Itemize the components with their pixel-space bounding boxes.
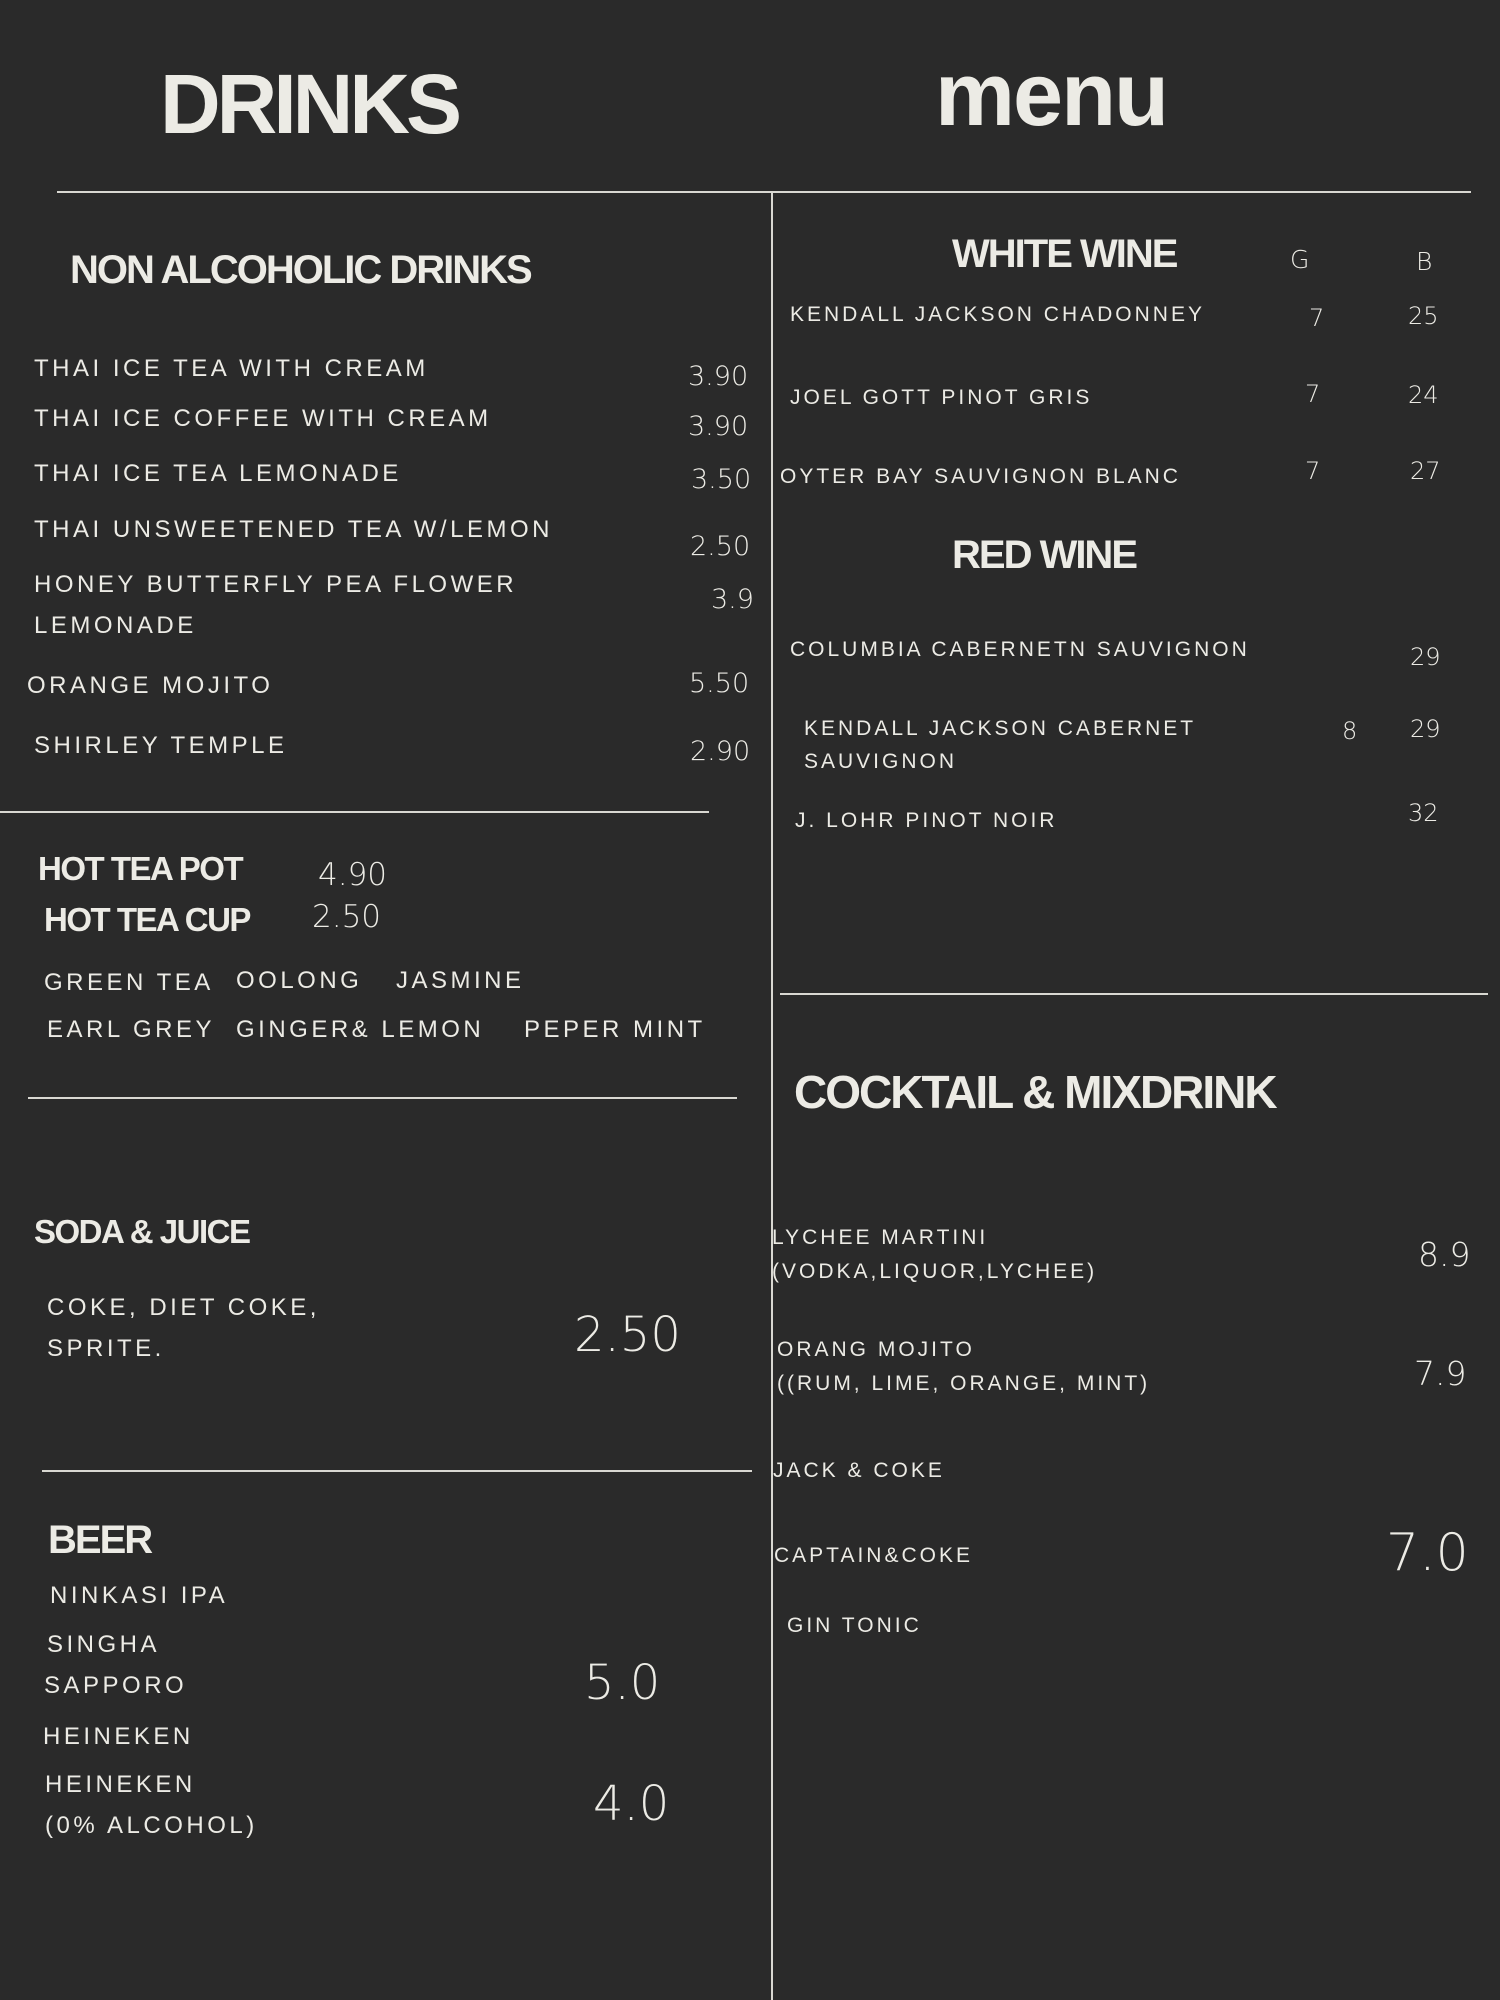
wine-item: JOEL GOTT PINOT GRIS [790, 386, 1093, 409]
menu-title: menu [935, 45, 1168, 145]
beer-item: NINKASI IPA [50, 1582, 229, 1609]
cocktail-item: ORANG MOJITO [777, 1338, 975, 1361]
wine-glass-price: 8 [1342, 717, 1358, 745]
mixer-price: 7.0 [1386, 1523, 1469, 1583]
wine-bottle-price: 29 [1410, 715, 1441, 743]
wine-glass-price: 7 [1309, 304, 1325, 332]
wine-item: KENDALL JACKSON CHADONNEY [790, 303, 1205, 326]
wine-item: J. LOHR PINOT NOIR [795, 809, 1058, 832]
item-price: 3.90 [688, 361, 749, 392]
wine-bottle-price: 32 [1408, 799, 1439, 827]
list-item: HONEY BUTTERFLY PEA FLOWER LEMONADE [34, 571, 518, 639]
soda-price: 2.50 [574, 1307, 681, 1363]
wine-item: KENDALL JACKSON CABERNET SAUVIGNON [804, 717, 1196, 773]
soda-line: SPRITE. [47, 1335, 165, 1362]
beer-item: SINGHA [47, 1631, 161, 1658]
list-item: ORANGE MOJITO [27, 672, 274, 699]
cocktail-price: 7.9 [1414, 1354, 1467, 1393]
wine-item: OYTER BAY SAUVIGNON BLANC [780, 465, 1181, 488]
item-price: 3.50 [691, 464, 752, 495]
tea-flavor: EARL GREY [47, 1016, 215, 1043]
beer-price-non-alcoholic: 4.0 [593, 1776, 670, 1832]
wine-glass-price: 7 [1305, 380, 1321, 408]
tea-flavor: GINGER& LEMON [236, 1016, 485, 1043]
item-price: 3.9 [711, 584, 754, 615]
list-item: THAI ICE TEA WITH CREAM [34, 355, 429, 382]
white-wine-heading: WHITE WINE [952, 232, 1177, 276]
red-wine-heading: RED WINE [952, 533, 1136, 577]
mixer-item: GIN TONIC [787, 1614, 922, 1637]
non-alcoholic-heading: NON ALCOHOLIC DRINKS [70, 248, 531, 292]
bottle-column-header: B [1416, 247, 1433, 276]
hot-tea-cup-price: 2.50 [312, 899, 382, 935]
wine-glass-price: 7 [1305, 457, 1321, 485]
cocktail-heading: COCKTAIL & MIXDRINK [794, 1066, 1276, 1118]
beer-item: SAPPORO [44, 1672, 188, 1699]
beer-item: (0% ALCOHOL) [45, 1812, 258, 1839]
cocktail-item: LYCHEE MARTINI [772, 1226, 989, 1249]
wine-divider [780, 993, 1488, 995]
tea-flavor: GREEN TEA [44, 969, 214, 996]
beer-heading: BEER [48, 1518, 152, 1562]
non-alcoholic-divider [0, 811, 709, 813]
tea-flavor: PEPER MINT [524, 1016, 706, 1043]
soda-heading: SODA & JUICE [34, 1213, 250, 1250]
hot-tea-divider [28, 1097, 737, 1099]
soda-divider [42, 1470, 752, 1472]
hot-tea-cup-label: HOT TEA CUP [44, 901, 250, 938]
list-item: SHIRLEY TEMPLE [34, 732, 288, 759]
tea-flavor: OOLONG [236, 967, 363, 994]
glass-column-header: G [1290, 245, 1310, 274]
beer-item: HEINEKEN [45, 1771, 196, 1798]
item-price: 5.50 [689, 668, 750, 699]
cocktail-desc: ((RUM, LIME, ORANGE, MINT) [777, 1372, 1151, 1395]
mixer-item: CAPTAIN&COKE [774, 1544, 973, 1567]
item-price: 3.90 [688, 411, 749, 442]
list-item: THAI UNSWEETENED TEA W/LEMON [34, 516, 553, 543]
tea-flavor: JASMINE [396, 967, 525, 994]
list-item: THAI ICE COFFEE WITH CREAM [34, 405, 492, 432]
beer-item: HEINEKEN [43, 1723, 194, 1750]
drinks-title: DRINKS [160, 57, 459, 151]
wine-bottle-price: 25 [1408, 302, 1439, 330]
wine-item: COLUMBIA CABERNETN SAUVIGNON [790, 638, 1250, 661]
hot-tea-pot-label: HOT TEA POT [38, 850, 243, 887]
mixer-item: JACK & COKE [773, 1459, 945, 1482]
column-divider [771, 193, 773, 2000]
list-item: THAI ICE TEA LEMONADE [34, 460, 402, 487]
wine-bottle-price: 29 [1410, 643, 1441, 671]
wine-bottle-price: 27 [1410, 457, 1441, 485]
cocktail-price: 8.9 [1418, 1235, 1471, 1274]
item-price: 2.90 [690, 736, 751, 767]
item-price: 2.50 [690, 531, 751, 562]
cocktail-desc: (VODKA,LIQUOR,LYCHEE) [772, 1260, 1098, 1283]
beer-price: 5.0 [584, 1655, 661, 1711]
header-divider [57, 191, 1471, 193]
wine-bottle-price: 24 [1408, 381, 1439, 409]
hot-tea-pot-price: 4.90 [318, 857, 388, 893]
soda-line: COKE, DIET COKE, [47, 1294, 320, 1321]
